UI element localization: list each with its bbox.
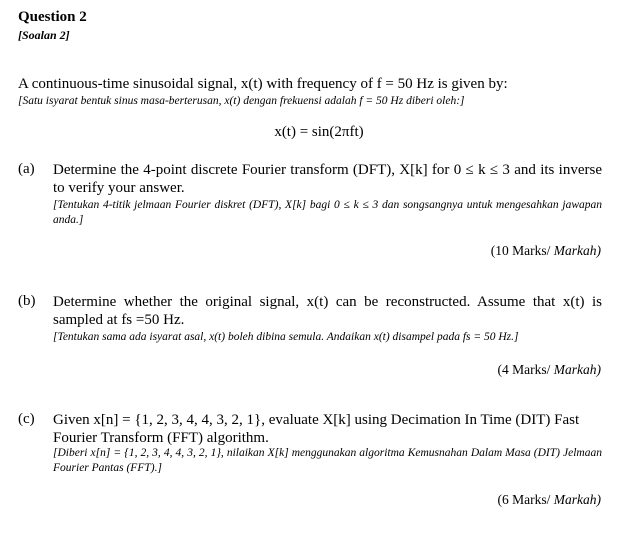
intro-translation: [Satu isyarat bentuk sinus masa-berterusan, x(t) dengan frekuensi adalah f = 50 Hz diberi oleh:]: [18, 95, 465, 107]
part-a-label: (a): [18, 161, 35, 177]
part-a-marks-ms: Markah): [553, 243, 601, 258]
part-c-translation: [Diberi x[n] = {1, 2, 3, 4, 4, 3, 2, 1}, nilaikan X[k] menggunakan algoritma Kemusnahan Dalam Masa (DIT) Jelmaan Fourier Pantas (FFT).]: [53, 447, 602, 474]
question-subtitle: [Soalan 2]: [18, 28, 70, 42]
part-b-label: (b): [18, 293, 36, 309]
part-a-translation: [Tentukan 4-titik jelmaan Fourier diskret (DFT), X[k] bagi 0 ≤ k ≤ 3 dan songsangnya untuk mengesahkan jawapan anda.]: [53, 199, 602, 226]
part-a-marks-en: (10 Marks/: [490, 243, 551, 258]
part-c-marks: [498, 492, 602, 508]
part-b-translation: [Tentukan sama ada isyarat asal, x(t) boleh dibina semula. Andaikan x(t) disampel pada fs = 50 Hz.]: [53, 331, 519, 343]
part-a-text: Determine the 4-point discrete Fourier transform (DFT), X[k] for 0 ≤ k ≤ 3 and its inverse to verify your answer.: [53, 162, 602, 196]
part-a-marks: [491, 243, 601, 259]
part-b-text: Determine whether the original signal, x(t) can be reconstructed. Assume that x(t) is sampled at fs =50 Hz.: [53, 294, 602, 328]
part-c-marks-ms: Markah): [553, 492, 601, 507]
part-b-marks-ms: Markah): [553, 362, 601, 377]
part-c-label: (c): [18, 411, 35, 427]
part-c-marks-en: (6 Marks/: [497, 492, 551, 507]
intro-text: A continuous-time sinusoidal signal, x(t) with frequency of f = 50 Hz is given by:: [18, 76, 508, 92]
part-b-marks-en: (4 Marks/: [497, 362, 551, 377]
question-title: Question 2: [18, 9, 87, 25]
signal-equation: x(t) = sin(2πft): [274, 124, 364, 140]
part-b-marks: [498, 362, 602, 378]
part-c-text: Given x[n] = {1, 2, 3, 4, 4, 3, 2, 1}, evaluate X[k] using Decimation In Time (DIT) Fast Fourier Transform (FFT) algorithm.: [53, 412, 580, 446]
